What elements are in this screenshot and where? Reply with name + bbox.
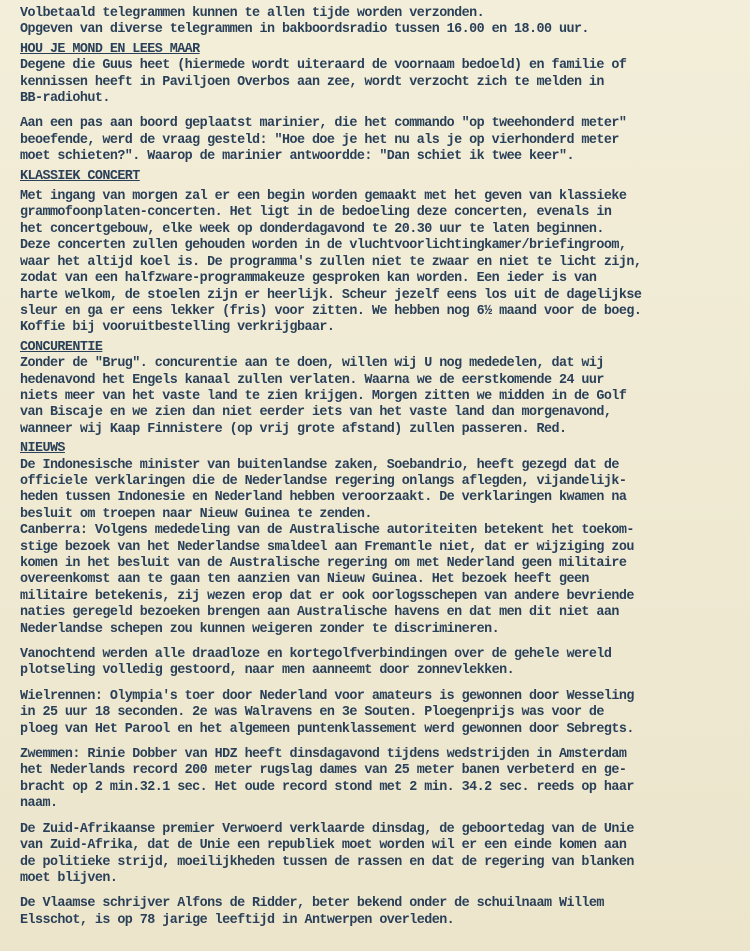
text-line: Aan een pas aan boord geplaatst marinier, die het commando "op tweehonderd meter"	[20, 116, 627, 132]
text-line: Opgeven van diverse telegrammen in bakboordsradio tussen 16.00 en 18.00 uur.	[20, 22, 589, 38]
text-line: BB-radiohut.	[20, 91, 110, 107]
text-line: Met ingang van morgen zal er een begin worden gemaakt met het geven van klassieke	[20, 189, 627, 205]
text-line: Wielrennen: Olympia's toer door Nederland voor amateurs is gewonnen door Wesseling	[20, 688, 634, 704]
section-heading-concurrentie: CONCURENTIE	[20, 339, 103, 355]
text-line: sleur en ga er eens lekker (fris) voor zitten. We hebben nog 6½ maand voor de boeg.	[20, 303, 642, 319]
text-line: naties geregeld bezoeken brengen aan Australische havens en dat men dit niet aan	[20, 605, 619, 621]
text-line: wanneer wij Kaap Finnistere (op vrij grote afstand) zullen passeren. Red.	[20, 421, 567, 437]
text-line: beoefende, werd de vraag gesteld: "Hoe doe je het nu als je op vierhonderd meter	[20, 132, 619, 148]
text-line: Zonder de "Brug". concurentie aan te doen, willen wij U nog mededelen, dat wij	[20, 356, 604, 372]
text-line: De Zuid-Afrikaanse premier Verwoerd verklaarde dinsdag, de geboortedag van de Unie	[20, 821, 634, 837]
text-line: moet blijven.	[20, 870, 118, 886]
text-line: Degene die Guus heet (hiermede wordt uiteraard de voornaam bedoeld) en familie of	[20, 58, 627, 74]
text-line: Deze concerten zullen gehouden worden in de vluchtvoorlichtingkamer/briefingroom,	[20, 238, 627, 254]
section-heading-nieuws: NIEUWS	[20, 441, 65, 457]
paragraph	[20, 58, 736, 107]
text-line: zodat van een halfzware-programmakeuze gesproken kan worden. Een ieder is van	[20, 271, 597, 287]
paragraph	[20, 356, 736, 438]
text-line: heden tussen Indonesie en Nederland hebben veroorzaakt. De verklaringen kwamen na	[20, 490, 627, 506]
text-line: moet schieten?". Waarop de marinier antwoordde: "Dan schiet ik twee keer".	[20, 149, 574, 165]
text-line: De Vlaamse schrijver Alfons de Ridder, beter bekend onder de schuilnaam Willem	[20, 896, 604, 912]
text-line: grammofoonplaten-concerten. Het ligt in de bedoeling deze concerten, evenals in	[20, 205, 612, 221]
paragraph	[20, 822, 736, 888]
text-line: komen in het besluit van de Australische regering om met Nederland geen militaire	[20, 556, 627, 571]
text-line: Nederlandse schepen zou kunnen weigeren zonder te discrimineren.	[20, 621, 500, 637]
text-line: Koffie bij vooruitbestelling verkrijgbaar.	[20, 320, 335, 336]
text-line: officiele verklaringen die de Nederlandse regering onlangs aflegden, vijandelijk-	[20, 473, 627, 489]
text-line: Volbetaald telegrammen kunnen te allen tijde worden verzonden.	[20, 6, 485, 21]
text-line: in 25 uur 18 seconden. 2e was Walravens en 3e Souten. Ploegenprijs was voor de	[20, 705, 604, 721]
text-line: het concertgebouw, elke week op donderdagavond te 20.30 uur te laten beginnen.	[20, 221, 604, 237]
text-line: de politieke strijd, moeilijkheden tussen de rassen en dat de regering van blanken	[20, 854, 634, 870]
text-line: bracht op 2 min.32.1 sec. Het oude record stond met 2 min. 34.2 sec. reeds op haar	[20, 779, 634, 795]
text-line: waar het altijd koel is. De programma's zullen niet te zwaar en niet te licht zijn,	[20, 254, 642, 270]
text-line: Vanochtend werden alle draadloze en kortegolfverbindingen over de gehele wereld	[20, 647, 612, 663]
text-line: niets meer van het vaste land te zien krijgen. Morgen zitten we midden in de Golf	[20, 388, 627, 404]
paragraph	[20, 116, 736, 165]
text-line: van Zuid-Afrika, dat de Unie een republiek moet worden wil er een einde komen aan	[20, 838, 627, 854]
paragraph	[20, 458, 736, 638]
text-line: Elsschot, is op 78 jarige leeftijd in Antwerpen overleden.	[20, 912, 455, 928]
text-line: plotseling volledig gestoord, naar men aanneemt door zonnevlekken.	[20, 663, 515, 679]
text-line: harte welkom, de stoelen zijn er heerlijk. Scheur jezelf eens los uit de dagelijkse	[20, 287, 642, 303]
text-line: van Biscaje en we zien dan niet eerder iets van het vaste land dan morgenavond,	[20, 405, 612, 421]
paragraph	[20, 689, 736, 738]
text-line: naam.	[20, 796, 58, 812]
paragraph	[20, 647, 736, 680]
text-line: ploeg van Het Parool en het algemeen puntenklassement werd gewonnen door Sebregts.	[20, 721, 634, 737]
text-line: hedenavond het Engels kanaal zullen verlaten. Waarna we de eerstkomende 24 uur	[20, 372, 604, 388]
paragraph	[20, 189, 736, 337]
text-line: Zwemmen: Rinie Dobber van HDZ heeft dinsdagavond tijdens wedstrijden in Amsterdam	[20, 747, 627, 763]
paragraph	[20, 747, 736, 813]
text-line: Canberra: Volgens mededeling van de Australische autoriteiten betekent het toekom-	[20, 523, 634, 539]
intro-notice	[20, 6, 736, 39]
text-line: kennissen heeft in Paviljoen Overbos aan zee, wordt verzocht zich te melden in	[20, 74, 604, 90]
text-line: stige bezoek van het Nederlandse smaldeel aan Fremantle niet, dat er wijziging zou	[20, 539, 634, 555]
paragraph	[20, 896, 736, 929]
text-line: militaire betekenis, zij wezen erop dat er ook oorlogsschepen van andere bevriende	[20, 588, 634, 604]
section-heading-mond: HOU JE MOND EN LEES MAAR	[20, 41, 200, 57]
text-line: overeenkomst aan te gaan ten aanzien van Nieuw Guinea. Het bezoek heeft geen	[20, 572, 589, 588]
text-line: besluit om troepen naar Nieuw Guinea te zenden.	[20, 506, 372, 522]
text-line: het Nederlands record 200 meter rugslag dames van 25 meter banen verbeterd en ge-	[20, 763, 627, 779]
text-line: De Indonesische minister van buitenlandse zaken, Soebandrio, heeft gezegd dat de	[20, 457, 619, 473]
section-heading-concert: KLASSIEK CONCERT	[20, 168, 140, 184]
